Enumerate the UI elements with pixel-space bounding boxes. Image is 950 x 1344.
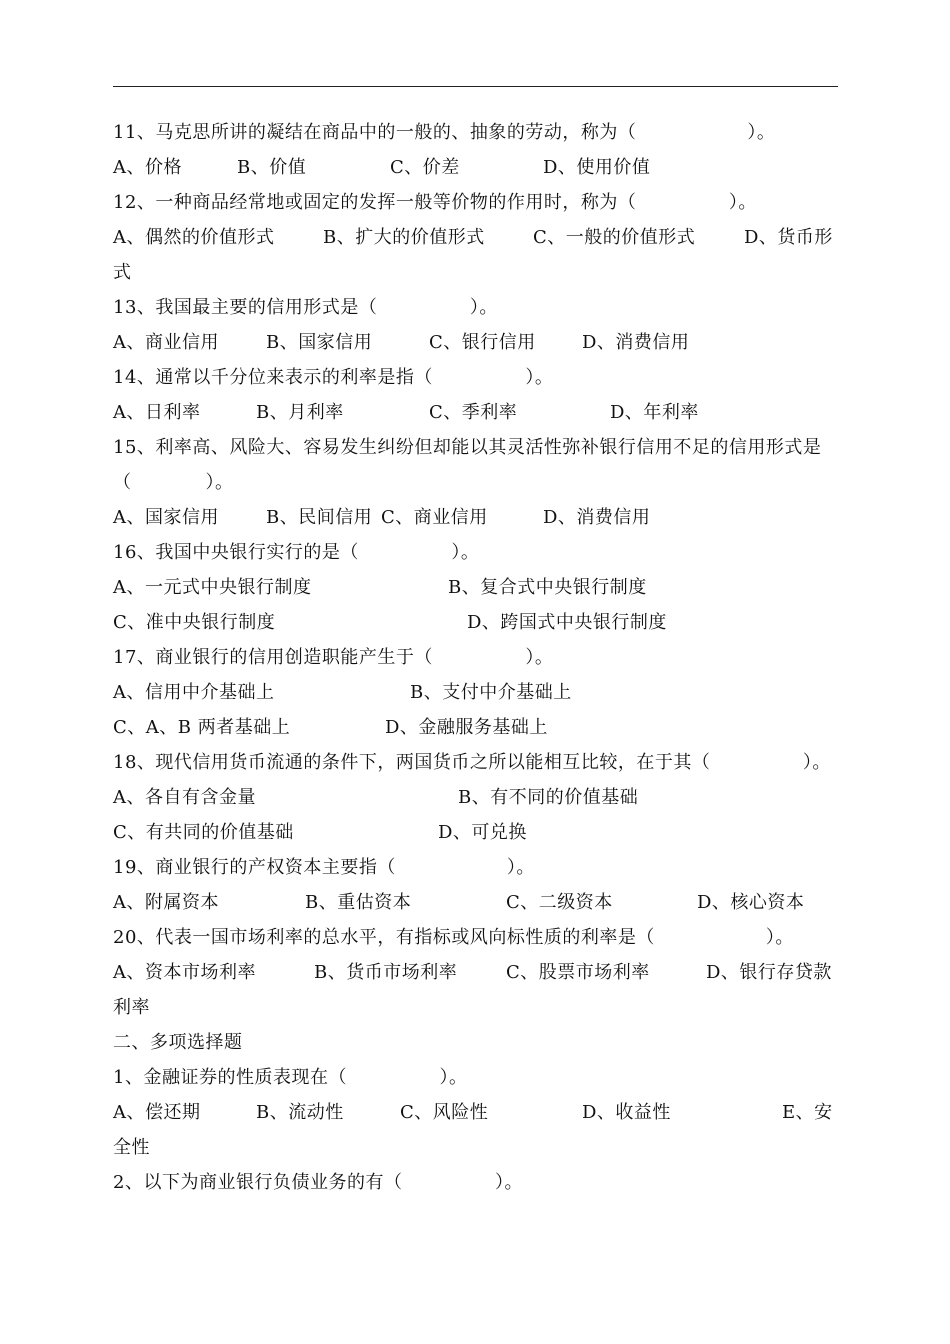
question-18-stem: 18、现代信用货币流通的条件下，两国货币之所以能相互比较，在于其（ ）。 (113, 752, 831, 773)
question-17-stem: 17、商业银行的信用创造职能产生于（ ）。 (113, 647, 554, 668)
option-c: C、A、B 两者基础上 (113, 717, 291, 738)
option-a: A、一元式中央银行制度 (113, 577, 312, 598)
question-15-stem: 15、利率高、风险大、容易发生纠纷但却能以其灵活性弥补银行信用不足的信用形式是 (113, 437, 822, 458)
option-d: D、银行存贷款 (706, 962, 832, 983)
option-b: B、流动性 (256, 1102, 344, 1123)
multi-question-1-options-continued: 全性 (113, 1137, 150, 1158)
question-14-options (113, 395, 843, 430)
option-a: A、偶然的价值形式 (113, 227, 275, 248)
question-19-options (113, 885, 843, 920)
multi-question-1-stem: 1、金融证券的性质表现在（ ）。 (113, 1067, 468, 1088)
option-c: C、商业信用 (381, 507, 488, 528)
section-heading: 二、多项选择题 (113, 1032, 243, 1053)
question-14-stem: 14、通常以千分位来表示的利率是指（ ）。 (113, 367, 554, 388)
option-b: B、复合式中央银行制度 (448, 577, 647, 598)
question-11-stem: 11、马克思所讲的凝结在商品中的一般的、抽象的劳动，称为（ ）。 (113, 122, 776, 143)
option-a: A、国家信用 (113, 507, 219, 528)
option-b: B、有不同的价值基础 (458, 787, 639, 808)
question-20-stem: 20、代表一国市场利率的总水平，有指标或风向标性质的利率是（ ）。 (113, 927, 794, 948)
option-e: E、安 (782, 1102, 833, 1123)
option-d: D、货币形 (744, 227, 833, 248)
question-15-stem-continued: （ ）。 (113, 472, 234, 493)
option-a: A、附属资本 (113, 892, 219, 913)
option-b: B、货币市场利率 (314, 962, 458, 983)
header-rule (113, 86, 838, 87)
option-c: C、准中央银行制度 (113, 612, 276, 633)
option-a: A、商业信用 (113, 332, 219, 353)
option-d: D、收益性 (582, 1102, 671, 1123)
option-d: D、消费信用 (543, 507, 651, 528)
option-c: C、银行信用 (429, 332, 536, 353)
question-17-options-row2 (113, 710, 843, 745)
question-16-options-row2 (113, 605, 843, 640)
option-a: A、日利率 (113, 402, 201, 423)
option-a: A、信用中介基础上 (113, 682, 275, 703)
option-d: D、消费信用 (582, 332, 690, 353)
question-18-options-row2 (113, 815, 843, 850)
option-b: B、扩大的价值形式 (323, 227, 485, 248)
option-b: B、月利率 (256, 402, 344, 423)
option-a: A、资本市场利率 (113, 962, 256, 983)
question-12-stem: 12、一种商品经常地或固定的发挥一般等价物的作用时，称为（ ）。 (113, 192, 757, 213)
question-20-options (113, 955, 843, 990)
option-d: D、可兑换 (438, 822, 527, 843)
question-13-stem: 13、我国最主要的信用形式是（ ）。 (113, 297, 498, 318)
question-12-options-continued: 式 (113, 262, 132, 283)
option-c: C、二级资本 (506, 892, 613, 913)
option-b: B、民间信用 (266, 507, 373, 528)
option-c: C、有共同的价值基础 (113, 822, 294, 843)
question-18-options (113, 780, 843, 815)
option-c: C、一般的价值形式 (533, 227, 696, 248)
option-d: D、金融服务基础上 (385, 717, 548, 738)
option-b: B、重估资本 (305, 892, 412, 913)
option-b: B、价值 (237, 157, 307, 178)
question-17-options (113, 675, 843, 710)
option-c: C、风险性 (400, 1102, 489, 1123)
question-16-options (113, 570, 843, 605)
option-a: A、偿还期 (113, 1102, 201, 1123)
question-12-options (113, 220, 843, 255)
question-15-options (113, 500, 843, 535)
option-a: A、价格 (113, 157, 182, 178)
option-a: A、各自有含金量 (113, 787, 256, 808)
option-c: C、价差 (390, 157, 460, 178)
option-d: D、跨国式中央银行制度 (467, 612, 667, 633)
question-20-options-continued: 利率 (113, 997, 150, 1018)
option-c: C、股票市场利率 (506, 962, 650, 983)
question-16-stem: 16、我国中央银行实行的是（ ）。 (113, 542, 480, 563)
multi-question-2-stem: 2、以下为商业银行负债业务的有（ ）。 (113, 1172, 523, 1193)
question-19-stem: 19、商业银行的产权资本主要指（ ）。 (113, 857, 535, 878)
option-d: D、使用价值 (543, 157, 651, 178)
multi-question-1-options (113, 1095, 843, 1130)
question-11-options (113, 150, 843, 185)
option-b: B、国家信用 (266, 332, 373, 353)
option-b: B、支付中介基础上 (410, 682, 572, 703)
option-c: C、季利率 (429, 402, 518, 423)
option-d: D、核心资本 (697, 892, 805, 913)
question-13-options (113, 325, 843, 360)
option-d: D、年利率 (610, 402, 699, 423)
